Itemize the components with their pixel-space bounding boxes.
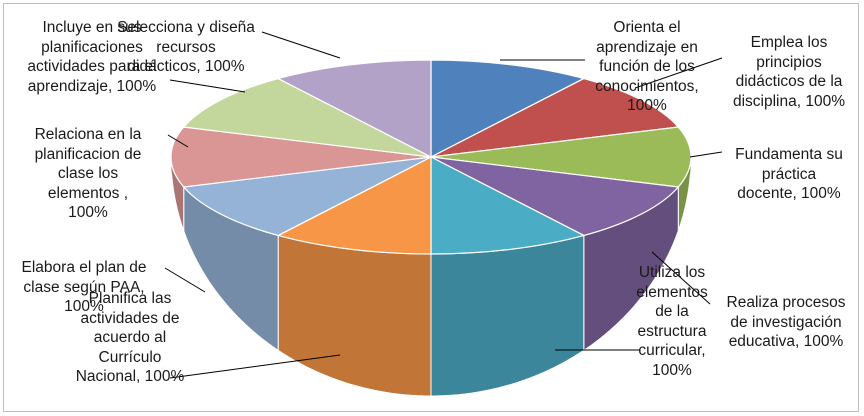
leader-line-9 (170, 80, 245, 92)
data-label-2: Emplea los principios didácticos de la disciplina, 100% (732, 34, 845, 110)
pie-wall-6 (278, 235, 431, 396)
data-label-5: Utiliza los elementos de la estructura curricular, 100% (636, 264, 708, 379)
data-label-3: Fundamenta su práctica docente, 100% (735, 146, 843, 202)
data-label-4: Realiza procesos de investigación educativa, 100% (726, 294, 846, 350)
data-label-6: Planifica las actividades de acuerdo al Currículo Nacional, 100% (75, 290, 185, 385)
data-label-10: Selecciona y diseña recursos didácticos, 100% (117, 19, 255, 75)
data-label-7: Elabora el plan de clase según PAA, 100% (21, 259, 147, 315)
data-label-1: Orienta el aprendizaje en función de los conocimientos, 100% (595, 19, 699, 114)
pie-wall-5 (431, 235, 584, 396)
data-label-8: Relaciona en la planificacion de clase los elementos , 100% (34, 126, 142, 221)
data-label-9: Incluye en sus planificaciones actividades para el aprendizaje, 100% (27, 19, 157, 95)
